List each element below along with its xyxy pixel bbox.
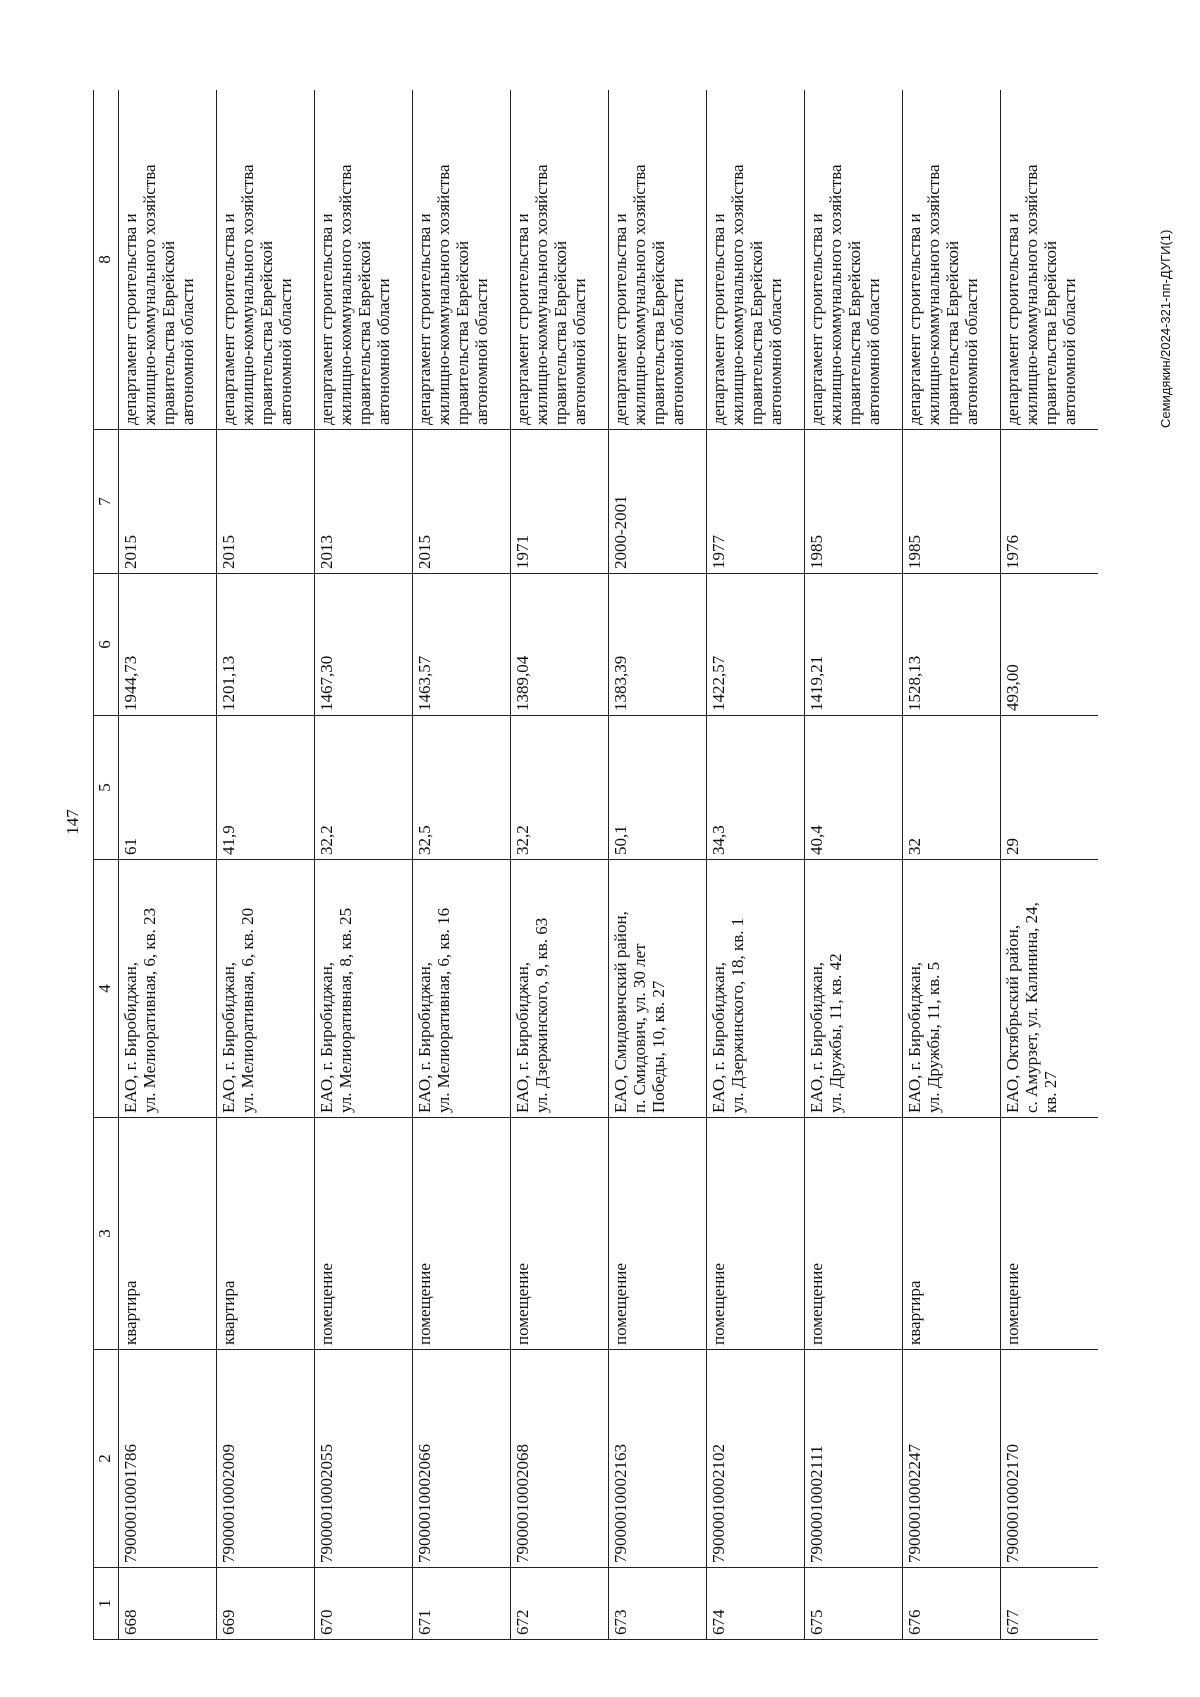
row-number-cell: 671	[413, 1568, 511, 1640]
object-type-cell: квартира	[119, 1118, 217, 1350]
year-cell: 1971	[511, 430, 609, 574]
holder-organization-cell	[1001, 90, 1099, 430]
organization-line: жилищно-коммунального хозяйства	[336, 164, 355, 425]
organization-line: жилищно-коммунального хозяйства	[434, 164, 453, 425]
organization-line: департамент строительства и	[317, 213, 336, 425]
registry-code-cell: 79000010002247	[903, 1350, 1001, 1568]
organization-line: правительства Еврейской	[649, 240, 668, 425]
organization-line: правительства Еврейской	[1041, 240, 1060, 425]
address-cell	[413, 860, 511, 1118]
address-cell	[511, 860, 609, 1118]
organization-line: правительства Еврейской	[551, 240, 570, 425]
address-line: ул. Мелиоративная, 6, кв. 20	[238, 907, 257, 1113]
organization-line: правительства Еврейской	[159, 240, 178, 425]
year-cell: 2000-2001	[609, 430, 707, 574]
value-cell: 493,00	[1001, 574, 1099, 716]
table-row	[903, 90, 1001, 1640]
organization-line: правительства Еврейской	[747, 240, 766, 425]
registry-code-cell: 79000010002068	[511, 1350, 609, 1568]
organization-line: правительства Еврейской	[453, 240, 472, 425]
holder-organization-cell	[805, 90, 903, 430]
table-row	[217, 90, 315, 1640]
column-header-1: 1	[94, 1568, 119, 1640]
address-line: ЕАО, г. Биробиджан,	[219, 961, 238, 1113]
area-cell: 32,2	[315, 716, 413, 860]
year-cell: 2015	[119, 430, 217, 574]
table-row	[119, 90, 217, 1640]
table-row	[413, 90, 511, 1640]
organization-line: департамент строительства и	[709, 213, 728, 425]
footer-code-wrap	[1158, 128, 1178, 428]
registry-code-cell: 79000010002163	[609, 1350, 707, 1568]
value-cell: 1383,39	[609, 574, 707, 716]
organization-line: департамент строительства и	[513, 213, 532, 425]
registry-code-cell: 79000010002066	[413, 1350, 511, 1568]
table-row	[315, 90, 413, 1640]
row-number-cell: 676	[903, 1568, 1001, 1640]
object-type-cell: помещение	[511, 1118, 609, 1350]
register-table-rotator	[93, 90, 1098, 1640]
area-cell: 34,3	[707, 716, 805, 860]
address-cell	[1001, 860, 1099, 1118]
organization-line: правительства Еврейской	[845, 240, 864, 425]
address-line: ЕАО, г. Биробиджан,	[905, 961, 924, 1113]
page-number: 147	[63, 809, 82, 835]
table-row	[511, 90, 609, 1640]
object-type-cell: помещение	[413, 1118, 511, 1350]
year-cell: 1985	[903, 430, 1001, 574]
address-line: ул. Дзержинского, 18, кв. 1	[728, 917, 747, 1113]
organization-line: автономной области	[178, 278, 197, 425]
column-header-4: 4	[94, 860, 119, 1118]
year-cell: 2013	[315, 430, 413, 574]
area-cell: 29	[1001, 716, 1099, 860]
address-line: ул. Мелиоративная, 6, кв. 23	[140, 907, 159, 1113]
organization-line: автономной области	[1060, 278, 1079, 425]
address-line: ЕАО, Смидовичский район,	[611, 911, 630, 1113]
area-cell: 32,5	[413, 716, 511, 860]
organization-line: автономной области	[570, 278, 589, 425]
address-line: ул. Дружбы, 11, кв. 42	[826, 953, 845, 1113]
table-row	[707, 90, 805, 1640]
value-cell: 1422,57	[707, 574, 805, 716]
area-cell: 32	[903, 716, 1001, 860]
holder-organization-cell	[707, 90, 805, 430]
registry-code-cell: 79000010001786	[119, 1350, 217, 1568]
organization-line: департамент строительства и	[121, 213, 140, 425]
column-header-6: 6	[94, 574, 119, 716]
object-type-cell: квартира	[217, 1118, 315, 1350]
table-row	[1001, 90, 1099, 1640]
value-cell: 1201,13	[217, 574, 315, 716]
year-cell: 1985	[805, 430, 903, 574]
column-header-7: 7	[94, 430, 119, 574]
object-type-cell: помещение	[609, 1118, 707, 1350]
address-line: с. Амурзет, ул. Калинина, 24,	[1022, 902, 1041, 1113]
holder-organization-cell	[119, 90, 217, 430]
address-line: ул. Дружбы, 11, кв. 5	[924, 961, 943, 1113]
organization-line: департамент строительства и	[415, 213, 434, 425]
year-cell: 1976	[1001, 430, 1099, 574]
address-cell	[805, 860, 903, 1118]
address-line: ул. Мелиоративная, 6, кв. 16	[434, 907, 453, 1113]
registry-code-cell: 79000010002102	[707, 1350, 805, 1568]
column-header-2: 2	[94, 1350, 119, 1568]
holder-organization-cell	[315, 90, 413, 430]
object-type-cell: помещение	[707, 1118, 805, 1350]
organization-line: автономной области	[864, 278, 883, 425]
year-cell: 2015	[413, 430, 511, 574]
registry-code-cell: 79000010002170	[1001, 1350, 1099, 1568]
year-cell: 1977	[707, 430, 805, 574]
address-line: Победы, 10, кв. 27	[649, 980, 668, 1113]
organization-line: департамент строительства и	[905, 213, 924, 425]
value-cell: 1463,57	[413, 574, 511, 716]
address-line: ЕАО, г. Биробиджан,	[709, 961, 728, 1113]
organization-line: автономной области	[766, 278, 785, 425]
row-number-cell: 670	[315, 1568, 413, 1640]
organization-line: жилищно-коммунального хозяйства	[1022, 164, 1041, 425]
organization-line: департамент строительства и	[1003, 213, 1022, 425]
address-line: ЕАО, г. Биробиджан,	[513, 961, 532, 1113]
address-cell	[217, 860, 315, 1118]
address-cell	[609, 860, 707, 1118]
registry-code-cell: 79000010002009	[217, 1350, 315, 1568]
organization-line: жилищно-коммунального хозяйства	[140, 164, 159, 425]
address-line: ул. Мелиоративная, 8, кв. 25	[336, 907, 355, 1113]
address-line: п. Смидович, ул. 30 лет	[630, 943, 649, 1113]
address-cell	[903, 860, 1001, 1118]
row-number-cell: 674	[707, 1568, 805, 1640]
organization-line: жилищно-коммунального хозяйства	[924, 164, 943, 425]
address-line: ЕАО, г. Биробиджан,	[807, 961, 826, 1113]
address-line: ЕАО, Октябрьский район,	[1003, 924, 1022, 1113]
row-number-cell: 669	[217, 1568, 315, 1640]
object-type-cell: помещение	[315, 1118, 413, 1350]
row-number-cell: 677	[1001, 1568, 1099, 1640]
value-cell: 1419,21	[805, 574, 903, 716]
address-line: ул. Дзержинского, 9, кв. 63	[532, 917, 551, 1113]
address-line: ЕАО, г. Биробиджан,	[415, 961, 434, 1113]
value-cell: 1467,30	[315, 574, 413, 716]
holder-organization-cell	[413, 90, 511, 430]
register-table-body	[119, 90, 1099, 1640]
column-header-3: 3	[94, 1118, 119, 1350]
area-cell: 41,9	[217, 716, 315, 860]
page-number-wrap	[63, 800, 85, 844]
value-cell: 1528,13	[903, 574, 1001, 716]
area-cell: 40,4	[805, 716, 903, 860]
holder-organization-cell	[217, 90, 315, 430]
table-row	[805, 90, 903, 1640]
address-line: ЕАО, г. Биробиджан,	[121, 961, 140, 1113]
column-header-8: 8	[94, 90, 119, 430]
row-number-cell: 673	[609, 1568, 707, 1640]
holder-organization-cell	[511, 90, 609, 430]
object-type-cell: помещение	[805, 1118, 903, 1350]
register-table	[93, 90, 1098, 1640]
registry-code-cell: 79000010002111	[805, 1350, 903, 1568]
organization-line: жилищно-коммунального хозяйства	[728, 164, 747, 425]
organization-line: автономной области	[668, 278, 687, 425]
object-type-cell: квартира	[903, 1118, 1001, 1350]
organization-line: правительства Еврейской	[257, 240, 276, 425]
organization-line: жилищно-коммунального хозяйства	[826, 164, 845, 425]
organization-line: департамент строительства и	[807, 213, 826, 425]
value-cell: 1944,73	[119, 574, 217, 716]
holder-organization-cell	[903, 90, 1001, 430]
organization-line: правительства Еврейской	[943, 240, 962, 425]
area-cell: 61	[119, 716, 217, 860]
address-line: кв. 27	[1041, 1071, 1060, 1113]
column-number-row	[94, 90, 119, 1640]
organization-line: департамент строительства и	[611, 213, 630, 425]
organization-line: автономной области	[962, 278, 981, 425]
organization-line: автономной области	[374, 278, 393, 425]
organization-line: жилищно-коммунального хозяйства	[238, 164, 257, 425]
address-cell	[315, 860, 413, 1118]
organization-line: автономной области	[276, 278, 295, 425]
organization-line: автономной области	[472, 278, 491, 425]
organization-line: правительства Еврейской	[355, 240, 374, 425]
value-cell: 1389,04	[511, 574, 609, 716]
registry-code-cell: 79000010002055	[315, 1350, 413, 1568]
address-cell	[119, 860, 217, 1118]
holder-organization-cell	[609, 90, 707, 430]
organization-line: жилищно-коммунального хозяйства	[630, 164, 649, 425]
address-line: ЕАО, г. Биробиджан,	[317, 961, 336, 1113]
footer-code: Семидякин/2024-321-пп-ДУГИ(1)	[1158, 229, 1173, 428]
row-number-cell: 675	[805, 1568, 903, 1640]
organization-line: жилищно-коммунального хозяйства	[532, 164, 551, 425]
organization-line: департамент строительства и	[219, 213, 238, 425]
area-cell: 50,1	[609, 716, 707, 860]
year-cell: 2015	[217, 430, 315, 574]
area-cell: 32,2	[511, 716, 609, 860]
address-cell	[707, 860, 805, 1118]
row-number-cell: 668	[119, 1568, 217, 1640]
object-type-cell: помещение	[1001, 1118, 1099, 1350]
table-row	[609, 90, 707, 1640]
row-number-cell: 672	[511, 1568, 609, 1640]
register-table-frame	[93, 90, 1098, 1640]
column-header-5: 5	[94, 716, 119, 860]
